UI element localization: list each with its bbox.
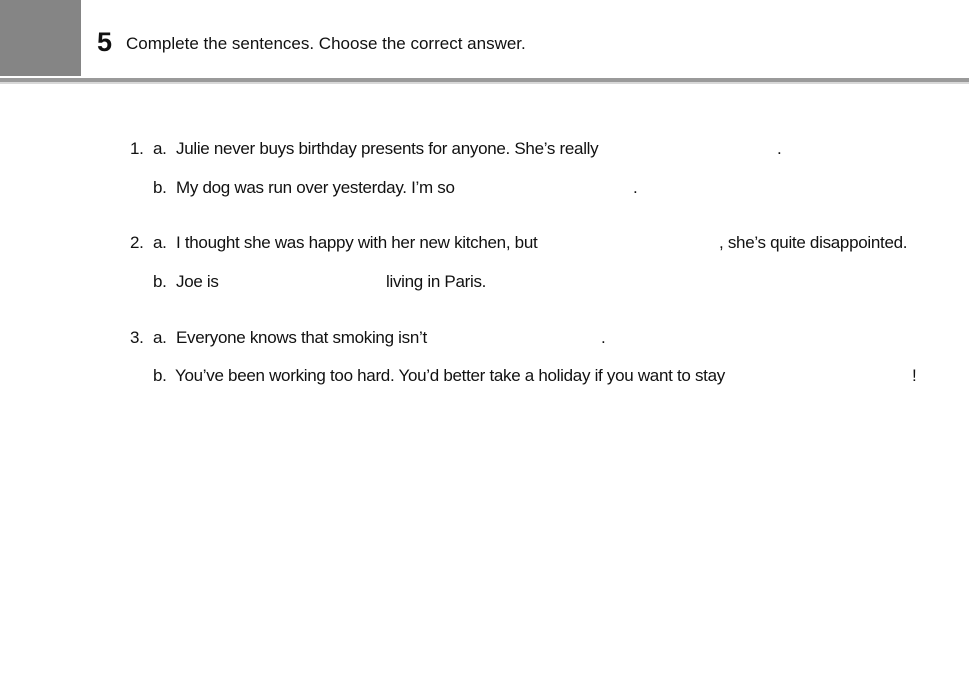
answer-blank-1a[interactable] <box>616 139 776 163</box>
sentence-start: You’ve been working too hard. You’d better take a holiday if you want to stay <box>175 366 725 385</box>
answer-blank-2b[interactable] <box>224 272 382 296</box>
sub-letter: a. <box>153 233 167 252</box>
sentence-start: I thought she was happy with her new kitchen, but <box>176 233 538 252</box>
answer-blank-1b[interactable] <box>470 178 632 202</box>
corner-decoration <box>0 0 81 76</box>
answer-blank-2a[interactable] <box>560 233 718 257</box>
sub-letter: b. <box>153 272 167 291</box>
sub-letter: b. <box>153 366 167 385</box>
sentence-end: living in Paris. <box>386 272 487 291</box>
sentence-start: Julie never buys birthday presents for anyone. She’s really <box>176 139 599 158</box>
sentence-start: My dog was run over yesterday. I’m so <box>176 178 455 197</box>
sub-letter: b. <box>153 178 167 197</box>
sentence-end: , she’s quite disappointed. <box>719 233 908 252</box>
sentence-end: . <box>777 139 782 158</box>
sentence-end: ! <box>912 366 917 385</box>
question-number: 1. <box>130 139 144 158</box>
question-number: 2. <box>130 233 144 252</box>
sentence-start: Everyone knows that smoking isn’t <box>176 328 427 347</box>
sentence-end: . <box>633 178 638 197</box>
answer-blank-3b[interactable] <box>750 366 910 390</box>
exercise-header <box>97 22 526 62</box>
answer-blank-3a[interactable] <box>440 328 600 352</box>
sub-letter: a. <box>153 328 167 347</box>
question-number: 3. <box>130 328 144 347</box>
sub-letter: a. <box>153 139 167 158</box>
sentence-end: . <box>601 328 606 347</box>
header-divider-shadow <box>0 82 969 84</box>
exercise-number: 5 <box>97 26 113 57</box>
exercise-instruction: Complete the sentences. Choose the correct answer. <box>126 34 526 53</box>
sentence-start: Joe is <box>176 272 219 291</box>
